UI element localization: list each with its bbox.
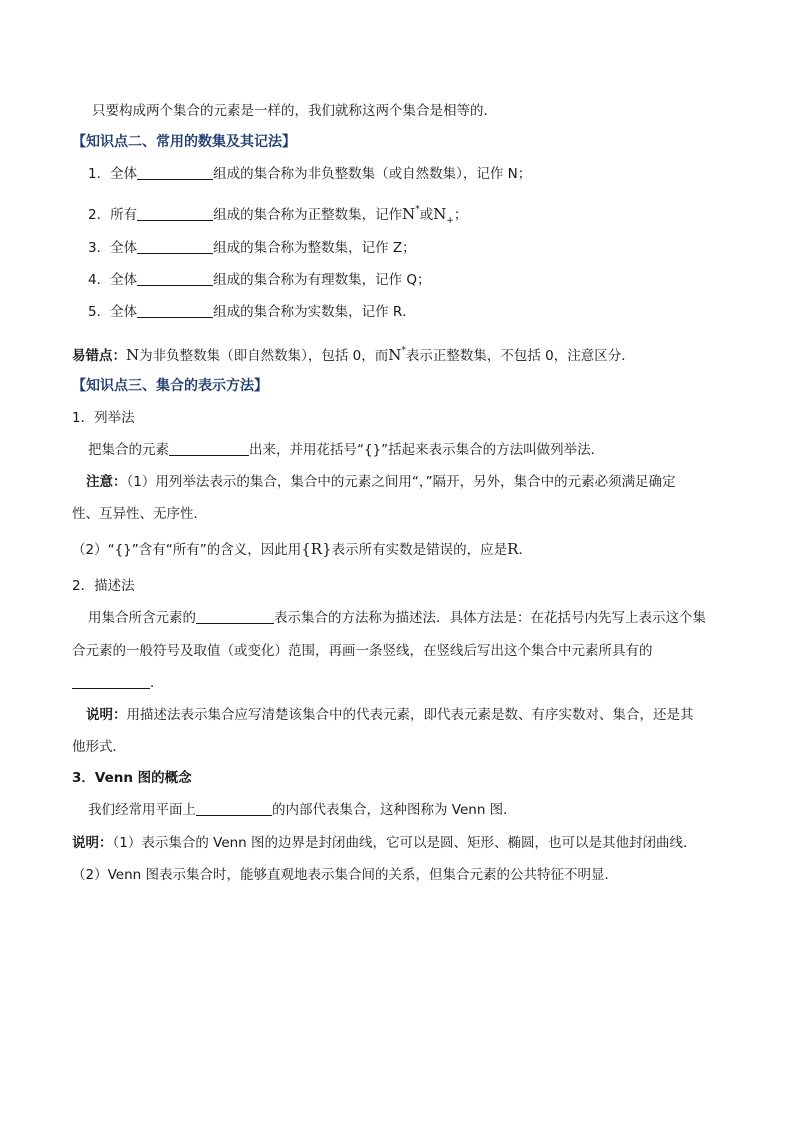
s2-text-line-1: 用集合所含元素的 表示集合的方法称为描述法．具体方法是：在花括号内先写上表示这个集 [88, 610, 706, 626]
kp3-heading: 【知识点三、集合的表示方法】 [72, 378, 268, 394]
s3-title: 3．Venn 图的概念 [72, 770, 192, 786]
s2-text-line-3: ． [72, 674, 164, 692]
fill-blank[interactable] [72, 674, 150, 689]
kp2-item-4: 4．全体 组成的集合称为有理数集，记作 Q； [88, 272, 431, 288]
kp2-item-2: 2．所有 组成的集合称为正整数集，记作N*或$N_+$； [88, 205, 468, 226]
kp2-item-3: 3．全体 组成的集合称为整数集，记作 Z； [88, 240, 416, 256]
s1-note-line-1: 注意：（1）用列举法表示的集合，集合中的元素之间用“，”隔开，另外，集合中的元素必须满足确定 [86, 474, 676, 490]
s3-note-line-1: 说明：（1）表示集合的 Venn 图的边界是封闭曲线，它可以是圆、矩形、椭圆，也可以是其他封闭曲线． [72, 835, 697, 851]
fill-blank[interactable] [137, 303, 213, 318]
s1-note-line-3: （2）“{}”含有“所有”的含义，因此用{R}表示所有实数是错误的，应是R． [72, 540, 532, 558]
s3-text: 我们经常用平面上 的内部代表集合，这种图称为 Venn 图． [88, 802, 517, 818]
s2-note-line-1: 说明：用描述法表示集合应写清楚该集合中的代表元素，即代表元素是数、有序实数对、集合，还是其 [86, 707, 694, 723]
s3-note-line-2: （2）Venn 图表示集合时，能够直观地表示集合间的关系，但集合元素的公共特征不明显． [72, 867, 618, 883]
fill-blank[interactable] [137, 206, 213, 221]
kp2-heading: 【知识点二、常用的数集及其记法】 [72, 134, 296, 150]
s1-title: 1．列举法 [72, 410, 135, 426]
kp2-item-5: 5．全体 组成的集合称为实数集，记作 R． [88, 304, 416, 320]
kp2-note: 易错点：N为非负整数集（即自然数集），包括 0，而N*表示正整数集，不包括 0，注意区分． [72, 346, 635, 364]
s1-text: 把集合的元素 出来，并用花括号“{}”括起来表示集合的方法叫做列举法． [88, 442, 605, 458]
s2-note-line-2: 他形式． [72, 739, 126, 755]
fill-blank[interactable] [196, 609, 274, 624]
fill-blank[interactable] [169, 441, 249, 456]
kp2-item-1: 1．全体 组成的集合称为非负整数集（或自然数集），记作 N； [88, 166, 532, 182]
fill-blank[interactable] [137, 165, 213, 180]
s2-title: 2．描述法 [72, 578, 135, 594]
fill-blank[interactable] [137, 271, 213, 286]
s2-text-line-2: 合元素的一般符号及取值（或变化）范围，再画一条竖线，在竖线后写出这个集合中元素所具有的 [72, 643, 653, 659]
fill-blank[interactable] [137, 239, 213, 254]
s1-note-line-2: 性、互异性、无序性． [72, 506, 207, 522]
fill-blank[interactable] [196, 801, 272, 816]
intro-text: 只要构成两个集合的元素是一样的，我们就称这两个集合是相等的． [92, 103, 497, 119]
